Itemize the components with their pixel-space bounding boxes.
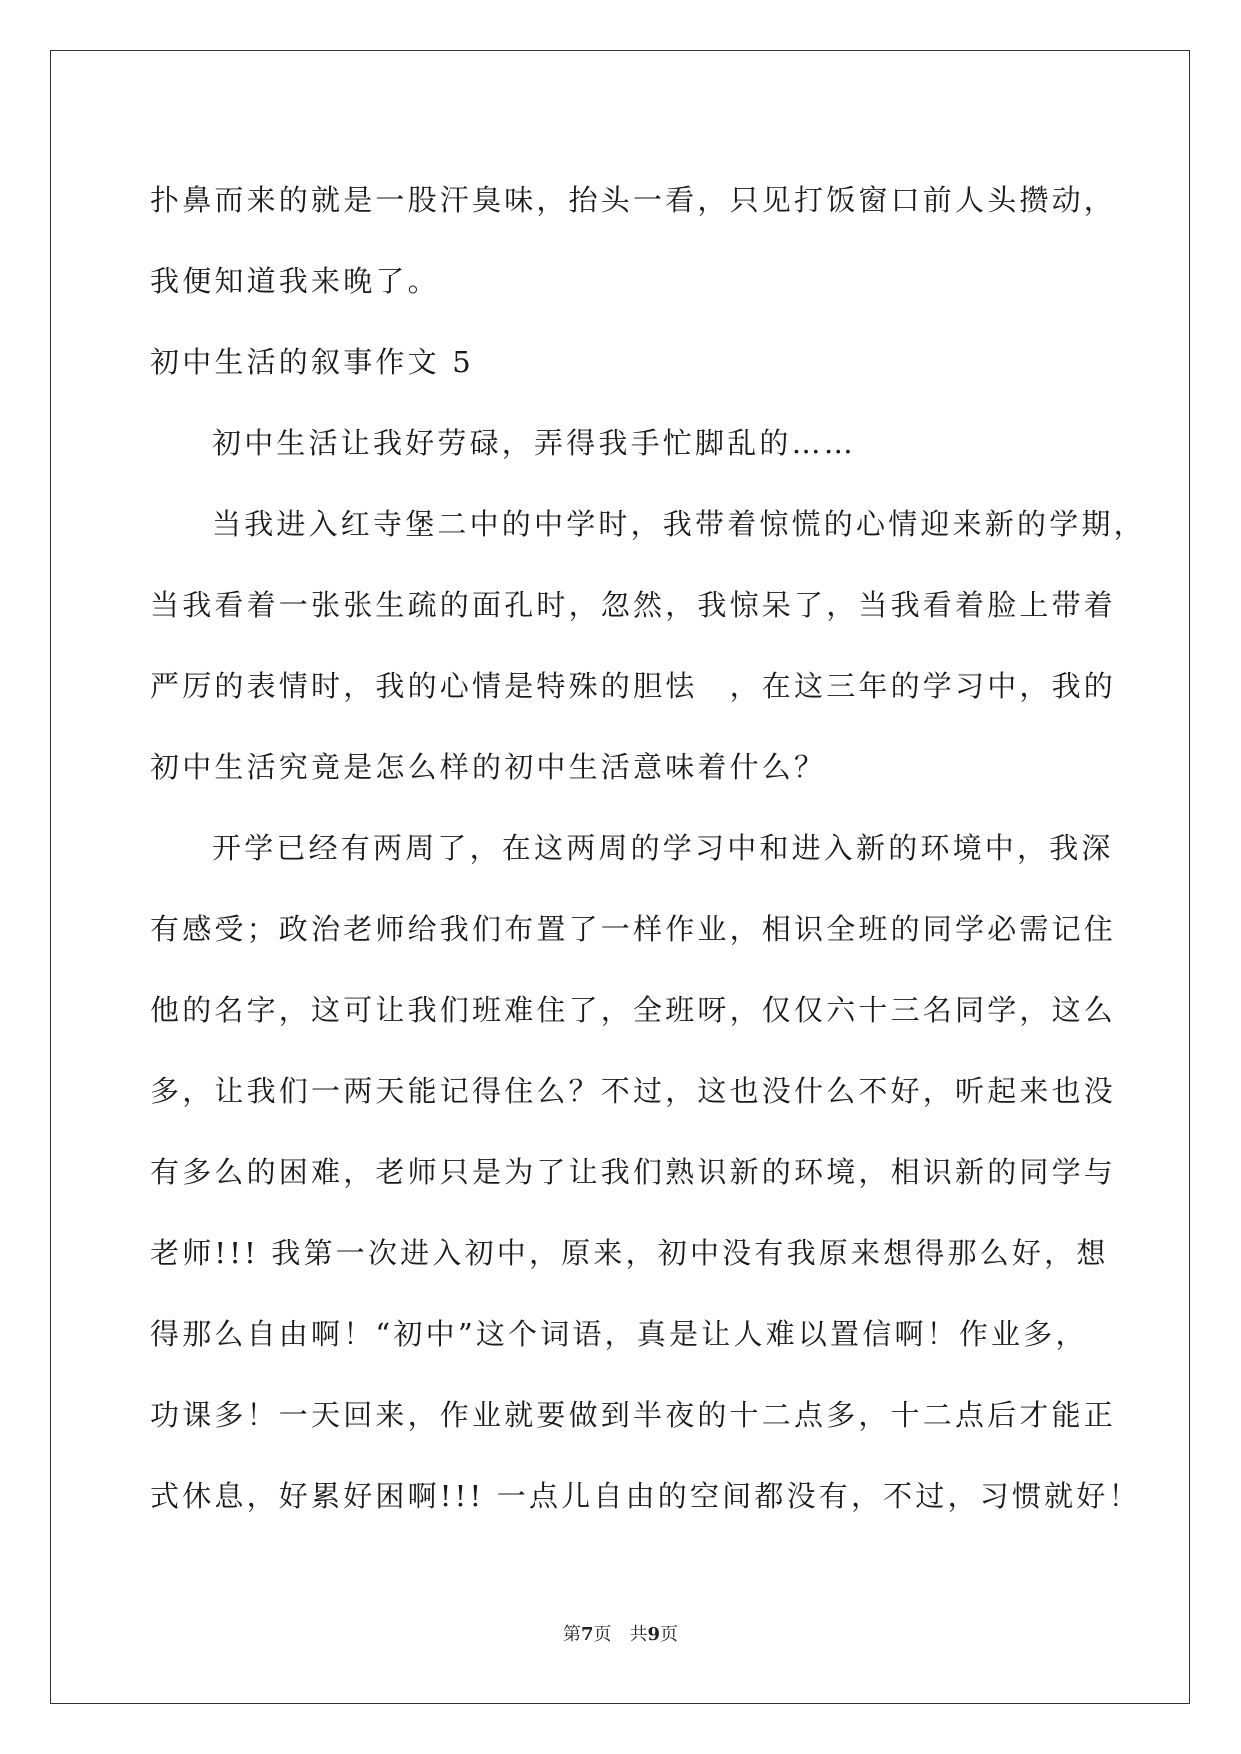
page-footer (0, 1623, 1241, 1647)
text-line: 扑鼻而来的就是一股汗臭味，抬头一看，只见打饭窗口前人头攒动， (150, 183, 1117, 217)
text-line: 得那么自由啊！“初中”这个词语，真是让人难以置信啊！作业多， (150, 1317, 1088, 1351)
paragraph-first-line: 当我进入红寺堡二中的中学时，我带着惊慌的心情迎来新的学期， (212, 507, 1146, 541)
page-label-mid: 页 共 (593, 1624, 648, 1645)
text-line: 式休息，好累好困啊!!! 一点儿自由的空间都没有，不过，习惯就好！ (150, 1479, 1141, 1513)
text-line: 多，让我们一两天能记得住么？不过，这也没什么不好，听起来也没 (150, 1074, 1117, 1108)
paragraph-first-line: 初中生活让我好劳碌，弄得我手忙脚乱的…… (212, 426, 857, 460)
text-line: 严厉的表情时，我的心情是特殊的胆怯 ，在这三年的学习中，我的 (150, 669, 1117, 703)
text-line: 他的名字，这可让我们班难住了，全班呀，仅仅六十三名同学，这么 (150, 993, 1117, 1027)
document-body (150, 160, 1146, 1537)
paragraph-first-line: 开学已经有两周了，在这两周的学习中和进入新的环境中，我深 (212, 831, 1114, 865)
page-label-prefix: 第 (562, 1624, 581, 1645)
text-line: 我便知道我来晚了。 (150, 264, 440, 298)
text-line: 功课多！一天回来，作业就要做到半夜的十二点多，十二点后才能正 (150, 1398, 1117, 1432)
page-label-suffix: 页 (660, 1624, 679, 1645)
text-line: 当我看着一张张生疏的面孔时，忽然，我惊呆了，当我看着脸上带着 (150, 588, 1117, 622)
text-line: 有多么的困难，老师只是为了让我们熟识新的环境，相识新的同学与 (150, 1155, 1117, 1189)
total-page-number: 9 (647, 1624, 661, 1645)
text-line: 有感受；政治老师给我们布置了一样作业，相识全班的同学必需记住 (150, 912, 1117, 946)
section-title: 初中生活的叙事作文 5 (150, 345, 474, 379)
text-line: 初中生活究竟是怎么样的初中生活意味着什么？ (150, 750, 827, 784)
text-line: 老师!!! 我第一次进入初中，原来，初中没有我原来想得那么好，想 (150, 1236, 1109, 1270)
current-page-number: 7 (580, 1624, 594, 1645)
